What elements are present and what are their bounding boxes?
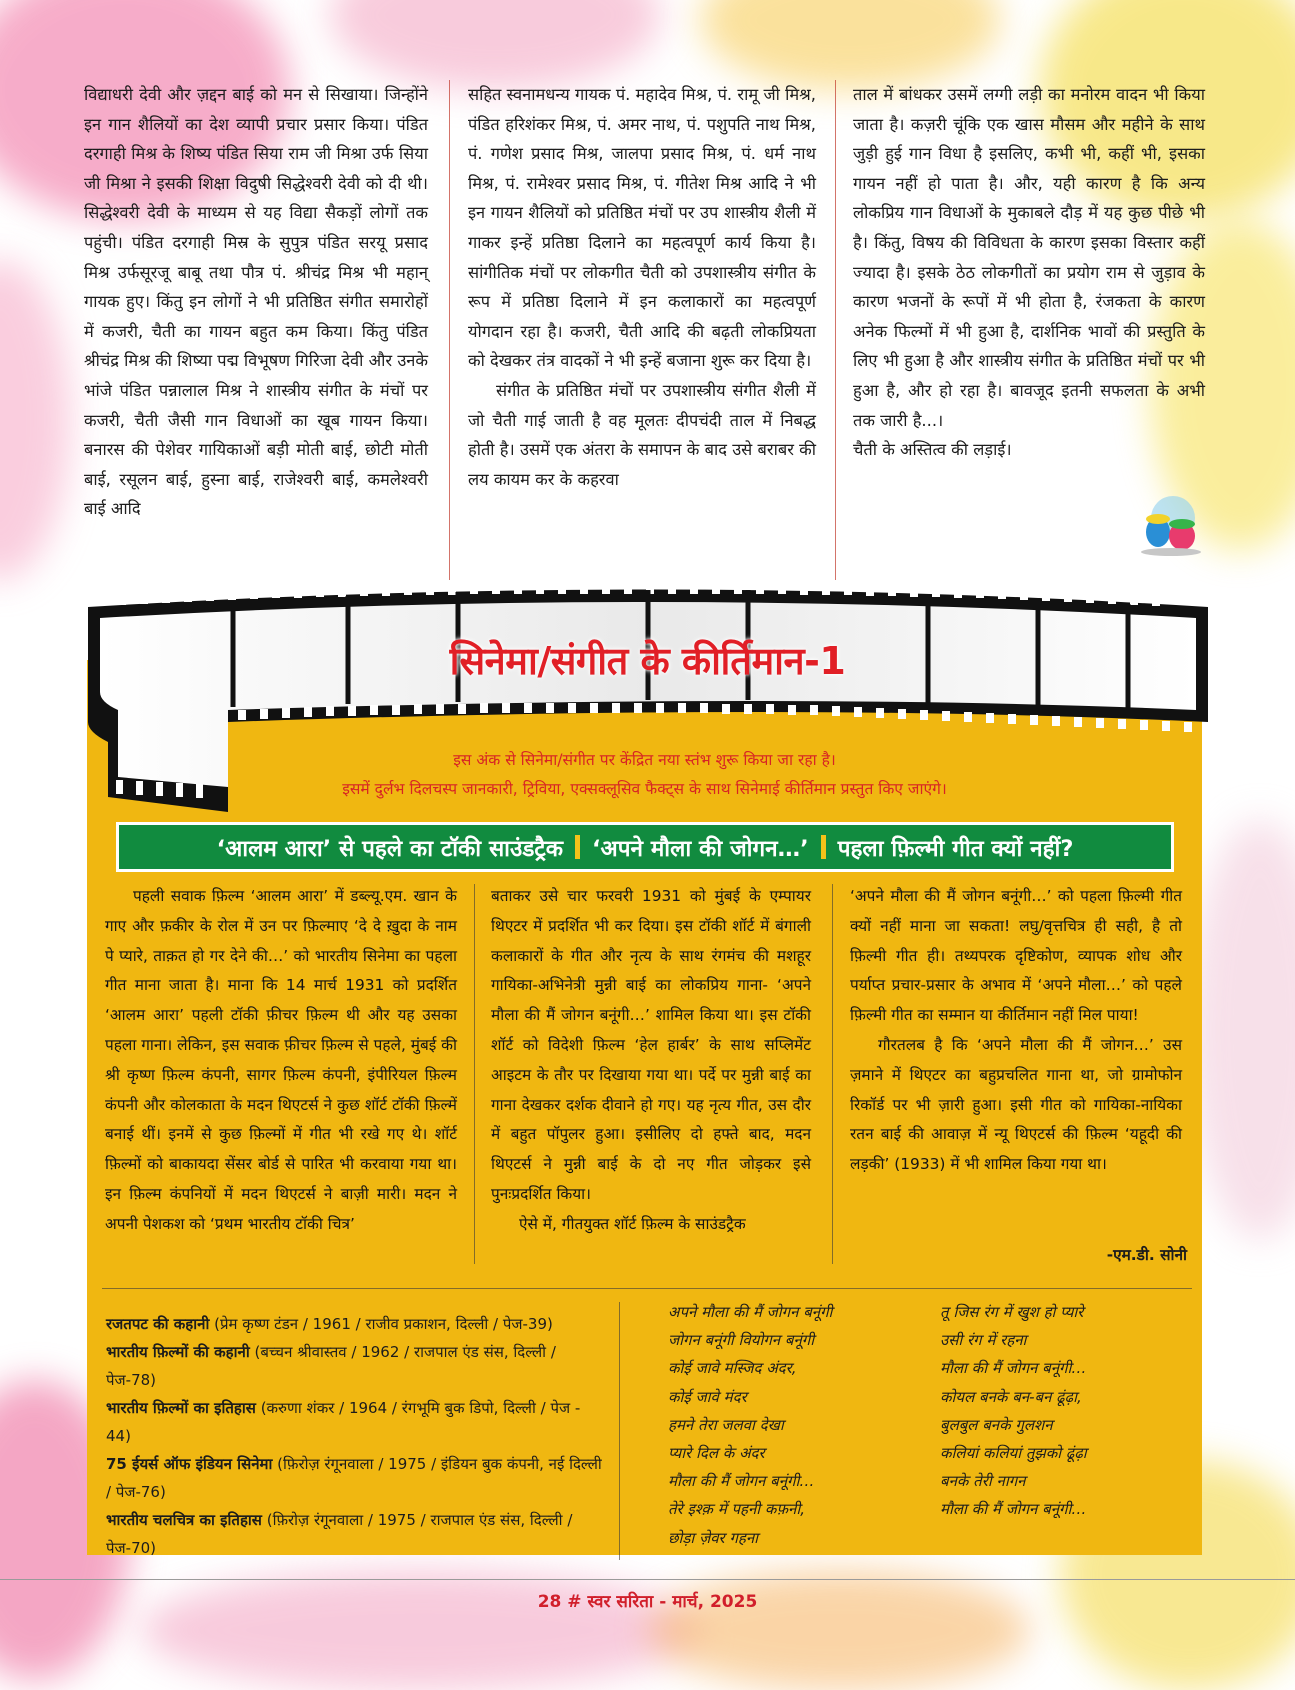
top-col2-paragraph-2: संगीत के प्रतिष्ठित मंचों पर उपशास्त्रीय संगीत शैली में जो चैती गाई जाती है वह मूलतः दीपचंदी ताल में निबद्ध होती है। उसमें एक अंतरा के समापन के बाद उसे बराबर की लय कायम कर के कहरवा bbox=[468, 380, 817, 489]
lyric-line: प्यारे दिल के अंदर bbox=[668, 1444, 765, 1463]
feature-title: सिनेमा/संगीत के कीर्तिमान-1 bbox=[449, 639, 846, 683]
song-lyrics-left bbox=[668, 1298, 832, 1552]
lyric-line: कोई जावे मस्जिद अंदर, bbox=[668, 1359, 797, 1378]
top-col2-paragraph-1: सहित स्वनामधन्य गायक पं. महादेव मिश्र, पं. रामू जी मिश्र, पंडित हरिशंकर मिश्र, पं. अमर नाथ, पं. पशुपति नाथ मिश्र, पं. गणेश प्रसाद मिश्र, जालपा प्रसाद मिश्र, पं. धर्म नाथ मिश्र, पं. रामेश्वर प्रसाद मिश्र, पं. गीतेश मिश्र आदि ने भी इन गायन शैलियों को प्रतिष्ठित मंचों पर उप शास्त्रीय शैली में गाकर इन्हें प्रतिष्ठा दिलाने का महत्वपूर्ण कार्य किया है। सांगीतिक मंचों पर लोकगीत चैती को उपशास्त्रीय संगीत के रूप में प्रतिष्ठा दिलाने में इन कलाकारों का महत्वपूर्ण योगदान रहा है। कजरी, चैती आदि की बढ़ती लोकप्रियता को देखकर तंत्र वादकों ने भी इन्हें बजाना शुरू कर दिया है। bbox=[468, 85, 816, 371]
column-divider bbox=[832, 884, 833, 1264]
lyric-line: कोई जावे मंदर bbox=[668, 1387, 747, 1406]
feature-intro-line-1: इस अंक से सिनेमा/संगीत पर केंद्रित नया स्तंभ शुरू किया जा रहा है। bbox=[453, 751, 836, 769]
lyric-line: तू जिस रंग में खुश हो प्यारे bbox=[940, 1303, 1084, 1321]
section-divider bbox=[102, 1288, 1192, 1289]
lyric-line: उसी रंग में रहना bbox=[940, 1331, 1027, 1350]
reference-item: रजतपट की कहानी (प्रेम कृष्ण टंडन / 1961 / राजीव प्रकाशन, दिल्ली / पेज-39) bbox=[106, 1315, 553, 1333]
article-col3-paragraph-1: ‘अपने मौला की मैं जोगन बनूंगी…’ को पहला फ़िल्मी गीत क्यों नहीं माना जा सकता! लघु/वृत्तचित्र ही सही, है तो फ़िल्मी गीत ही। तथ्यपरक दृष्टिकोण, व्यापक शोध और पर्याप्त प्रचार-प्रसार के अभाव में ‘अपने मौला…’ को पहले फ़िल्मी गीत का सम्मान या कीर्तिमान नहीं मिल पाया! bbox=[850, 887, 1182, 1025]
lyric-line: तेरे इश्क़ में पहनी कफ़नी, bbox=[668, 1500, 805, 1519]
article-column-1 bbox=[105, 882, 457, 1240]
reference-item: 75 ईयर्स ऑफ इंडियन सिनेमा (फ़िरोज़ रंगूनवाला / 1975 / इंडियन बुक कंपनी, नई दिल्ली / पेज-76) bbox=[106, 1455, 602, 1501]
column-divider bbox=[449, 80, 450, 580]
song-lyrics-right bbox=[940, 1298, 1087, 1524]
headline-separator bbox=[575, 835, 580, 859]
headline-part-3: पहला फ़िल्मी गीत क्यों नहीं? bbox=[837, 835, 1074, 862]
reference-item: भारतीय चलचित्र का इतिहास (फ़िरोज़ रंगूनवाला / 1975 / राजपाल एंड संस, दिल्ली / पेज-70) bbox=[106, 1511, 573, 1557]
lyric-line: कोयल बनके बन-बन ढूंढ़ा, bbox=[940, 1387, 1082, 1406]
reference-item: भारतीय फ़िल्मों का इतिहास (करुणा शंकर / 1964 / रंगभूमि बुक डिपो, दिल्ली / पेज - 44) bbox=[106, 1399, 581, 1445]
column-divider bbox=[474, 884, 475, 1264]
top-column-3 bbox=[853, 80, 1205, 465]
lyric-line: मौला की मैं जोगन बनूंगी… bbox=[940, 1500, 1087, 1519]
lyric-line: अपने मौला की मैं जोगन बनूंगी bbox=[668, 1303, 833, 1321]
top-column-1 bbox=[84, 80, 428, 524]
lyric-line: बनके तेरी नागन bbox=[940, 1472, 1026, 1491]
footer-rule bbox=[0, 1579, 1295, 1580]
article-column-2 bbox=[491, 882, 811, 1240]
headline-separator bbox=[821, 835, 826, 859]
article-col2-paragraph-2: ऐसे में, गीतयुक्त शॉर्ट फ़िल्म के साउंडट्रैक bbox=[519, 1214, 746, 1233]
lyric-line: छोड़ा ज़ेवर गहना bbox=[668, 1528, 759, 1547]
article-col1-paragraph-1: पहली सवाक फ़िल्म ‘आलम आरा’ में डब्ल्यू.एम. खान के गाए और फ़कीर के रोल में उन पर फ़िल्माए ‘दे दे ख़ुदा के नाम पे प्यारे, ताक़त हो गर देने की…’ को भारतीय सिनेमा का पहला गीत माना जाता है। माना कि 14 मार्च 1931 को प्रदर्शित ‘आलम आरा’ पहली टॉकी फ़ीचर फ़िल्म थी और यह उसका पहला गाना। लेकिन, इस सवाक फ़ीचर फ़िल्म से पहले, मुंबई की श्री कृष्ण फ़िल्म कंपनी, सागर फ़िल्म कंपनी, इंपीरियल फ़िल्म कंपनी और कोलकाता के मदन थिएटर्स ने कुछ शॉर्ट टॉकी फ़िल्में बनाई थीं। इनमें से कुछ फ़िल्मों में गीत भी रखे गए थे। शॉर्ट फ़िल्मों को बाकायदा सेंसर बोर्ड से पारित भी करवाया गया था। इन फ़िल्म कंपनियों में मदन थिएटर्स ने बाज़ी मारी। मदन ने अपनी पेशकश को ‘प्रथम भारतीय टॉकी चित्र’ bbox=[105, 887, 457, 1233]
lyric-line: कलियां कलियां तुझको ढूंढ़ा bbox=[940, 1444, 1087, 1463]
top-col3-paragraph-2: चैती के अस्तित्व की लड़ाई। bbox=[853, 440, 1012, 460]
holi-colors-illustration bbox=[1138, 492, 1208, 558]
article-col2-paragraph-1: बताकर उसे चार फरवरी 1931 को मुंबई के एम्पायर थिएटर में प्रदर्शित भी कर दिया। इस टॉकी शॉर्ट में बंगाली कलाकारों के गीत और नृत्य के साथ रंगमंच की मशहूर गायिका-अभिनेत्री मुन्नी बाई का लोकप्रिय गाना- ‘अपने मौला की मैं जोगन बनूंगी…’ शामिल किया था। इस टॉकी शॉर्ट को विदेशी फ़िल्म ‘हेल हार्बर’ के साथ सप्लिमेंट आइटम के तौर पर दिखाया गया था। पर्दे पर मुन्नी बाई का गाना देखकर दर्शक दीवाने हो गए। यह नृत्य गीत, उस दौर में बहुत पॉपुलर हुआ। इसीलिए दो हफ्ते बाद, मदन थिएटर्स ने मुन्नी बाई के दो नए गीत जोड़कर इसे पुनःप्रदर्शित किया। bbox=[491, 887, 811, 1203]
column-divider bbox=[835, 80, 836, 580]
page-footer: 28 # स्वर सरिता - मार्च, 2025 bbox=[537, 1592, 758, 1612]
lyric-line: मौला की मैं जोगन बनूंगी… bbox=[940, 1359, 1087, 1378]
top-column-2 bbox=[468, 80, 816, 494]
lyric-line: बुलबुल बनके गुलशन bbox=[940, 1415, 1053, 1434]
headline-part-2: ‘अपने मौला की जोगन…’ bbox=[592, 835, 809, 862]
article-column-3 bbox=[850, 882, 1182, 1180]
references-list bbox=[106, 1310, 606, 1562]
headline-part-1: ‘आलम आरा’ से पहले का टॉकी साउंडट्रैक bbox=[216, 835, 563, 862]
feature-intro-line-2: इसमें दुर्लभ दिलचस्प जानकारी, ट्रिविया, एक्सक्लूसिव फैक्ट्स के साथ सिनेमाई कीर्तिमान प्रस्तुत किए जाएंगे। bbox=[342, 780, 947, 798]
column-divider bbox=[619, 1302, 620, 1560]
reference-item: भारतीय फ़िल्मों की कहानी (बच्चन श्रीवास्तव / 1962 / राजपाल एंड संस, दिल्ली / पेज-78) bbox=[106, 1343, 556, 1389]
author-byline: -एम.डी. सोनी bbox=[1106, 1246, 1187, 1264]
lyric-line: हमने तेरा जलवा देखा bbox=[668, 1415, 784, 1434]
lyric-line: जोगन बनूंगी वियोगन बनूंगी bbox=[668, 1331, 815, 1350]
top-col1-paragraph-1: विद्याधरी देवी और ज़द्दन बाई को मन से सिखाया। जिन्होंने इन गान शैलियों का देश व्यापी प्रचार प्रसार किया। पंडित दरगाही मिश्र के शिष्य पंडित सिया राम जी मिश्रा उर्फ सिया जी मिश्रा ने इसकी शिक्षा विदुषी सिद्धेश्वरी देवी को दी थी। सिद्धेश्वरी देवी के माध्यम से यह विद्या सैकड़ों लोगों तक पहुंची। पंडित दरगाही मिस्र के सुपुत्र पंडित सरयू प्रसाद मिश्र उर्फसूरजू बाबू तथा पौत्र पं. श्रीचंद्र मिश्र भी महान् गायक हुए। किंतु इन लोगों ने भी प्रतिष्ठित संगीत समारोहों में कजरी, चैती का गायन बहुत कम किया। किंतु पंडित श्रीचंद्र मिश्र की शिष्या पद्म विभूषण गिरिजा देवी और उनके भांजे पंडित पन्नालाल मिश्र ने शास्त्रीय संगीत के मंचों पर कजरी, चैती जैसी गान विधाओं का खूब गायन किया। बनारस की पेशेवर गायिकाओं बड़ी मोती बाई, छोटी मोती बाई, रसूलन बाई, हुस्ना बाई, राजेश्वरी बाई, कमलेश्वरी बाई आदि bbox=[84, 85, 428, 519]
headline-bar bbox=[116, 822, 1174, 872]
article-col3-paragraph-2: गौरतलब है कि ‘अपने मौला की मैं जोगन…’ उस ज़माने में थिएटर का बहुप्रचलित गाना था, जो ग्रामोफोन रिकॉर्ड पर भी ज़ारी हुआ। इसी गीत को गायिका-नायिका रतन बाई की आवाज़ में न्यू थिएटर्स की फ़िल्म ‘यहूदी की लड़की’ (1933) में भी शामिल किया गया था। bbox=[850, 1035, 1182, 1174]
lyric-line: मौला की मैं जोगन बनूंगी… bbox=[668, 1472, 815, 1491]
top-col3-paragraph-1: ताल में बांधकर उसमें लग्गी लड़ी का मनोरम वादन भी किया जाता है। कज़री चूंकि एक खास मौसम और महीने के साथ जुड़ी हुई गान विधा है इसलिए, कभी भी, कहीं भी, इसका गायन नहीं हो पाता है। और, यही कारण है कि अन्य लोकप्रिय गान विधाओं के मुकाबले दौड़ में यह कुछ पीछे भी है। किंतु, विषय की विविधता के कारण इसका विस्तार कहीं ज्यादा है। इसके ठेठ लोकगीतों का प्रयोग राम से जुड़ाव के कारण भजनों के रूपों में भी होता है, रंजकता के कारण अनेक फिल्मों में भी हुआ है, दार्शनिक भावों की प्रस्तुति के लिए भी हुआ है और शास्त्रीय संगीत के प्रतिष्ठित मंचों पर भी हुआ है, और हो रहा है। बावजूद इतनी सफलता के अभी तक जारी है...। bbox=[853, 85, 1205, 430]
